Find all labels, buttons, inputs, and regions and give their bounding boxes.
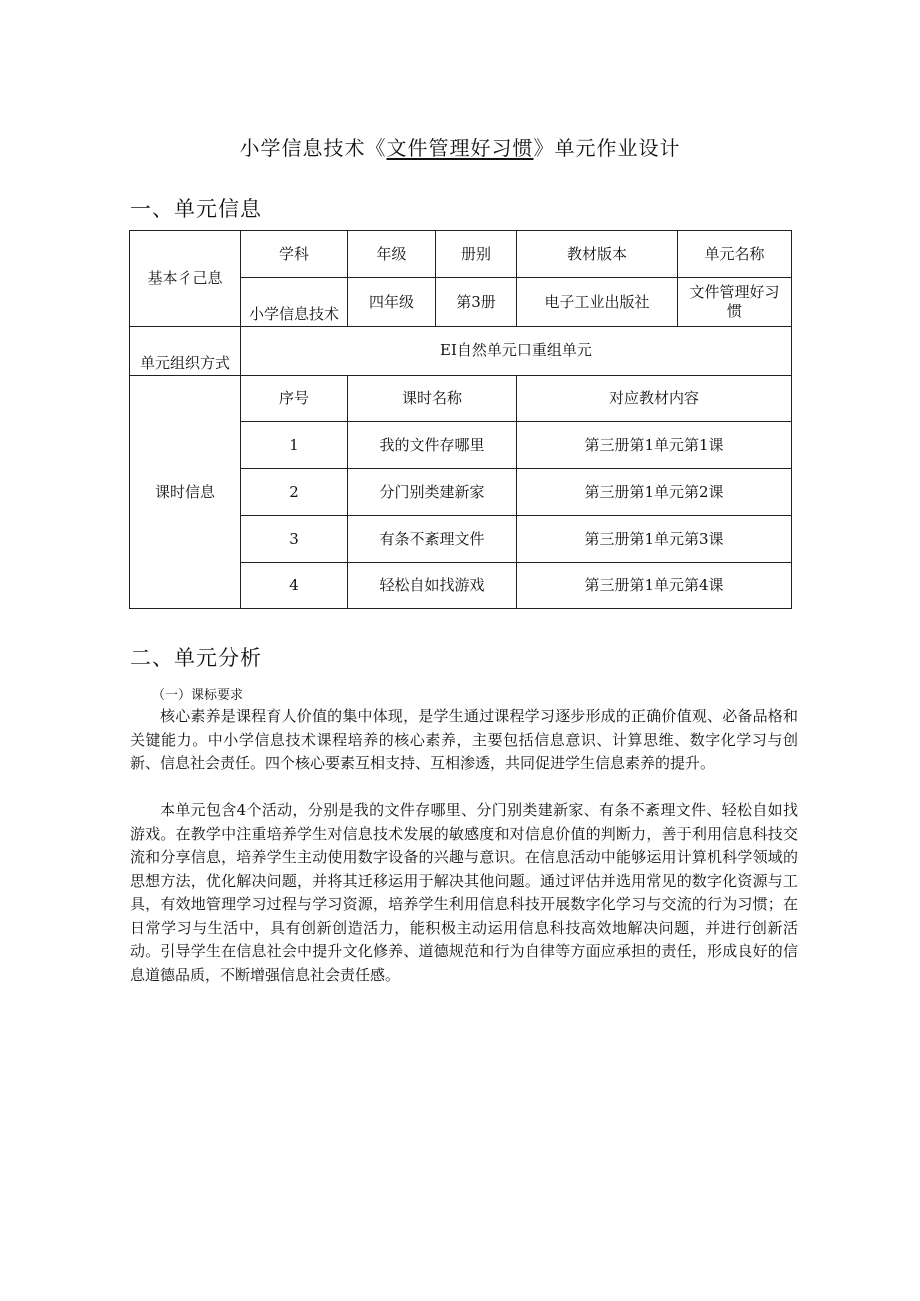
subheading-curriculum-standards: （一）课标要求: [152, 688, 244, 703]
page-title: [0, 132, 920, 161]
title-unit-name: 文件管理好习惯: [386, 136, 534, 160]
value-volume: 第3册: [436, 278, 517, 327]
value-grade: 四年级: [348, 278, 436, 327]
section-heading-unit-analysis: 二、单元分析: [130, 646, 262, 670]
section-heading-unit-info: 一、单元信息: [130, 197, 262, 221]
header-subject: 学科: [241, 231, 348, 278]
org-value: EI自然单元口重组单元: [241, 327, 792, 376]
lesson-content: 第三册第1单元第4课: [517, 563, 792, 609]
unit-info-table: [129, 230, 792, 609]
header-unit-name: 单元名称: [678, 231, 792, 278]
lesson-name: 有条不紊理文件: [348, 516, 517, 563]
lesson-info-label: 课时信息: [130, 376, 241, 609]
value-unit-name: 文件管理好习惯: [678, 278, 792, 327]
value-subject: 小学信息技术: [241, 278, 348, 327]
header-grade: 年级: [348, 231, 436, 278]
header-volume: 册别: [436, 231, 517, 278]
value-edition: 电子工业出版社: [517, 278, 678, 327]
header-edition: 教材版本: [517, 231, 678, 278]
lesson-header-content: 对应教材内容: [517, 376, 792, 422]
lesson-content: 第三册第1单元第3课: [517, 516, 792, 563]
lesson-no: 1: [241, 422, 348, 469]
lesson-content: 第三册第1单元第2课: [517, 469, 792, 516]
lesson-name: 我的文件存哪里: [348, 422, 517, 469]
lesson-content: 第三册第1单元第1课: [517, 422, 792, 469]
paragraph-unit-activities: 本单元包含4个活动，分别是我的文件存哪里、分门别类建新家、有条不紊理文件、轻松自如找游戏。在教学中注重培养学生对信息技术发展的敏感度和对信息价值的判断力，善于利用信息科技交流和分享信息，培养学生主动使用数字设备的兴趣与意识。在信息活动中能够运用计算机科学领域的思想方法，优化解决问题，并将其迁移运用于解决其他问题。通过评估并选用常见的数字化资源与工具，有效地管理学习过程与学习资源，培养学生利用信息科技开展数字化学习与交流的行为习惯；在日常学习与生活中，具有创新创造活力，能积极主动运用信息科技高效地解决问题，并进行创新活动。引导学生在信息社会中提升文化修养、道德规范和行为自律等方面应承担的责任，形成良好的信息道德品质，不断增强信息社会责任感。: [130, 801, 798, 984]
basic-info-label: 基本彳己息: [130, 231, 241, 327]
title-prefix: 小学信息技术《: [239, 136, 387, 160]
lesson-header-no: 序号: [241, 376, 348, 422]
lesson-no: 4: [241, 563, 348, 609]
org-label: 单元组织方式: [130, 327, 241, 376]
lesson-no: 2: [241, 469, 348, 516]
paragraph-core-literacy: 核心素养是课程育人价值的集中体现，是学生通过课程学习逐步形成的正确价值观、必备品格和关键能力。中小学信息技术课程培养的核心素养，主要包括信息意识、计算思维、数字化学习与创新、信息社会责任。四个核心要素互相支持、互相渗透，共同促进学生信息素养的提升。: [130, 707, 798, 772]
title-suffix: 》单元作业设计: [533, 136, 681, 160]
lesson-header-name: 课时名称: [348, 376, 517, 422]
lesson-no: 3: [241, 516, 348, 563]
lesson-name: 分门别类建新家: [348, 469, 517, 516]
lesson-name: 轻松自如找游戏: [348, 563, 517, 609]
